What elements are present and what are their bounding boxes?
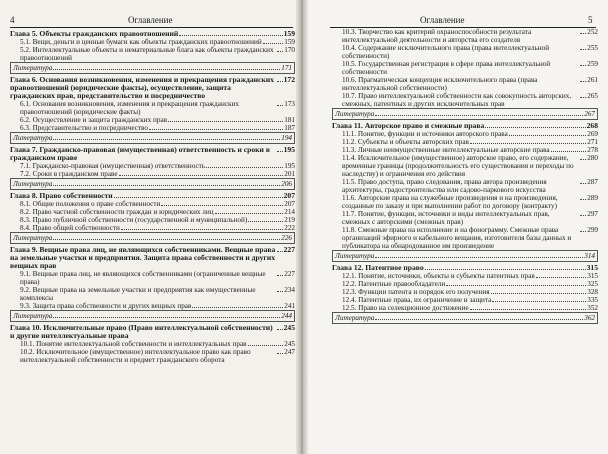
toc-entry-page: 245 xyxy=(284,340,295,348)
toc-entry-title: Литература xyxy=(13,234,53,242)
toc-entry-title: Литература xyxy=(335,110,375,118)
toc-entry-page: 241 xyxy=(284,302,295,310)
toc-entry-page: 244 xyxy=(281,312,292,320)
toc-entry-page: 214 xyxy=(284,208,295,216)
toc-leader-dots xyxy=(149,129,283,130)
toc-leader-dots xyxy=(53,139,280,140)
toc-entry-page: 269 xyxy=(587,130,598,138)
toc-leader-dots xyxy=(53,317,280,318)
toc-entry-page: 352 xyxy=(587,304,598,312)
toc-entry-title: 8.4. Право общей собственности xyxy=(20,224,120,232)
toc-chapter xyxy=(10,324,295,340)
toc-leader-dots xyxy=(580,199,586,200)
toc-chapter xyxy=(10,246,295,270)
toc-entry-title: Глава 12. Патентное право xyxy=(332,264,424,272)
toc-entry-title: 9.2. Вещные права на земельные участки и предприятия как имущественные комплексы xyxy=(20,286,256,302)
toc-leader-dots xyxy=(375,115,583,116)
toc-entry-title: 12.4. Патентные права, их ограничение и защита xyxy=(342,296,492,304)
toc-entry-title: 10.5. Государственная регистрация в сфере права интеллектуальной собственности xyxy=(342,60,551,76)
toc-entry-title: Глава 9. Вещные права лиц, не являющихся собственниками. Вещные права на земельные участки и предприятия. Защита права собственности и других вещных прав xyxy=(10,246,276,270)
toc-leader-dots xyxy=(161,205,283,206)
toc-leader-dots xyxy=(509,135,586,136)
toc-leader-dots xyxy=(168,121,283,122)
toc-entry-page: 173 xyxy=(284,100,295,108)
toc-entry-title: Литература xyxy=(13,64,53,72)
toc-entry-page: 289 xyxy=(587,194,598,202)
toc-entry-title: 8.1. Общие положения о праве собственности xyxy=(20,200,161,208)
toc-leader-dots xyxy=(53,69,280,70)
toc-entry-page: 159 xyxy=(284,38,295,46)
toc-leader-dots xyxy=(580,49,586,50)
right-page xyxy=(302,0,608,454)
toc-section xyxy=(332,296,598,304)
toc-entry-title: 5.2. Интеллектуальные объекты и нематериальные блага как объекты гражданских правоотношений xyxy=(20,46,274,62)
toc-entry-page: 171 xyxy=(281,64,292,72)
toc-entry-page: 287 xyxy=(587,178,598,186)
toc-leader-dots xyxy=(580,65,586,66)
toc-entry-title: 11.7. Понятие, функции, источники и виды интеллектуальных прав, смежных с авторскими (смежных прав) xyxy=(342,210,550,226)
toc-chapter xyxy=(332,122,598,130)
toc-entry-title: Глава 11. Авторское право и смежные права xyxy=(332,122,485,130)
toc-entry-page: 325 xyxy=(587,280,598,288)
toc-entry-page: 201 xyxy=(284,170,295,178)
toc-entry-page: 297 xyxy=(587,210,598,218)
toc-entry-title: 10.4. Содержание исключительного права (права интеллектуальной собственности) xyxy=(342,44,550,60)
toc-entry-page: 172 xyxy=(283,76,295,84)
toc-entry-page: 170 xyxy=(284,46,295,54)
toc-entry-page: 226 xyxy=(281,234,292,242)
right-page-header: Оглавление xyxy=(420,15,465,25)
toc-chapter xyxy=(10,146,295,162)
toc-section xyxy=(332,194,598,210)
toc-entry-title: Глава 7. Гражданско-правовая (имущественная) ответственность и сроки в гражданском праве xyxy=(10,146,270,162)
toc-entry-title: 10.7. Право интеллектуальной собственности как совокупность авторских, смежных, патентных и других исключительных прав xyxy=(342,92,572,108)
toc-entry-page: 187 xyxy=(284,124,295,132)
toc-section xyxy=(10,208,295,216)
toc-entry-title: 11.5. Право доступа, право следования, права автора произведения архитектуры, градостроительства или садово-паркового искусства xyxy=(342,178,547,194)
toc-entry-page: 222 xyxy=(284,224,295,232)
toc-entry-title: 11.2. Субъекты и объекты авторских прав xyxy=(342,138,469,146)
toc-section xyxy=(332,44,598,60)
toc-section xyxy=(10,100,295,116)
toc-chapter xyxy=(10,30,295,38)
toc-entry-page: 280 xyxy=(587,154,598,162)
toc-entry-title: 8.2. Право частной собственности граждан и юридических лиц xyxy=(20,208,214,216)
toc-entry-page: 159 xyxy=(283,30,295,38)
toc-leader-dots xyxy=(179,35,282,36)
toc-section xyxy=(332,138,598,146)
toc-entry-title: 7.1. Гражданско-правовая (имущественная) ответственность xyxy=(20,162,206,170)
toc-lit xyxy=(10,132,295,144)
toc-lit xyxy=(10,310,295,322)
toc-section xyxy=(10,340,295,348)
book-gutter xyxy=(296,0,308,454)
toc-entry-page: 314 xyxy=(584,252,595,260)
toc-leader-dots xyxy=(485,127,585,128)
toc-section xyxy=(332,28,598,44)
toc-leader-dots xyxy=(248,345,284,346)
toc-leader-dots xyxy=(492,301,586,302)
toc-section xyxy=(332,288,598,296)
toc-entry-title: Литература xyxy=(13,134,53,142)
toc-entry-title: 12.2. Патентные правообладатели xyxy=(342,280,446,288)
left-header-rule xyxy=(10,27,293,28)
toc-entry-title: Литература xyxy=(13,180,53,188)
toc-leader-dots xyxy=(580,183,586,184)
toc-entry-page: 227 xyxy=(283,246,295,254)
toc-leader-dots xyxy=(121,229,283,230)
toc-entry-page: 206 xyxy=(281,180,292,188)
toc-section xyxy=(332,226,598,250)
toc-leader-dots xyxy=(536,277,586,278)
toc-section xyxy=(10,302,295,310)
toc-entry-title: 10.1. Понятие интеллектуальной собственности и интеллектуальных прав xyxy=(20,340,247,348)
toc-leader-dots xyxy=(263,43,284,44)
toc-entry-title: 7.2. Сроки в гражданском праве xyxy=(20,170,118,178)
toc-entry-title: 11.4. Исключительное (имущественное) авторское право, его содержание, временные границы (продолжительность его существования и переходы по наследству) и ограничения его действия xyxy=(342,154,574,178)
toc-section xyxy=(10,348,295,364)
toc-leader-dots xyxy=(375,319,583,320)
toc-entry-title: 12.3. Функции патента и порядок его получения xyxy=(342,288,490,296)
toc-section xyxy=(332,178,598,194)
toc-entry-page: 271 xyxy=(587,138,598,146)
toc-entry-title: 9.3. Защита права собственности и других вещных прав xyxy=(20,302,192,310)
toc-section xyxy=(10,124,295,132)
toc-entry-title: 9.1. Вещные права лиц, не являющихся собственниками (ограниченные вещные права) xyxy=(20,270,266,286)
toc-entry-title: 10.6. Прагматическая концепция исключительного права (права интеллектуальной собственности) xyxy=(342,76,538,92)
toc-section xyxy=(10,162,295,170)
toc-section xyxy=(10,200,295,208)
toc-section xyxy=(332,60,598,76)
toc-section xyxy=(332,154,598,178)
toc-entry-page: 278 xyxy=(587,146,598,154)
toc-leader-dots xyxy=(580,33,586,34)
toc-entry-page: 261 xyxy=(587,76,598,84)
toc-entry-title: 10.2. Исключительное (имущественное) интеллектуальное право как право интеллектуальной собственности и предмет гражданского оборота xyxy=(20,348,251,364)
toc-entry-page: 245 xyxy=(283,324,295,332)
toc-section xyxy=(332,272,598,280)
toc-entry-page: 315 xyxy=(587,272,598,280)
left-page-number: 4 xyxy=(10,15,15,25)
toc-entry-title: Глава 8. Право собственности xyxy=(10,192,113,200)
toc-entry-page: 219 xyxy=(284,216,295,224)
toc-leader-dots xyxy=(580,215,586,216)
right-header-rule xyxy=(330,27,596,28)
toc-entry-page: 259 xyxy=(587,60,598,68)
toc-section xyxy=(332,146,598,154)
toc-leader-dots xyxy=(375,257,583,258)
toc-section xyxy=(332,210,598,226)
toc-lit xyxy=(332,312,598,324)
toc-leader-dots xyxy=(551,151,587,152)
toc-chapter xyxy=(10,192,295,200)
toc-section xyxy=(332,280,598,288)
toc-entry-page: 234 xyxy=(284,286,295,294)
toc-entry-page: 268 xyxy=(586,122,598,130)
toc-leader-dots xyxy=(277,275,283,276)
toc-leader-dots xyxy=(425,269,586,270)
toc-leader-dots xyxy=(53,239,280,240)
toc-leader-dots xyxy=(277,81,283,82)
toc-leader-dots xyxy=(470,143,586,144)
toc-entry-title: Глава 10. Исключительные право (Право интеллектуальной собственности) и другие интеллектуальные права xyxy=(10,324,273,340)
left-page-header: Оглавление xyxy=(128,15,173,25)
toc-leader-dots xyxy=(215,213,284,214)
toc-entry-title: 11.3. Личные неимущественные интеллектуальные авторские права xyxy=(342,146,550,154)
toc-entry-page: 299 xyxy=(587,226,598,234)
toc-leader-dots xyxy=(277,291,283,292)
toc-entry-page: 267 xyxy=(584,110,595,118)
toc-leader-dots xyxy=(580,97,586,98)
toc-section xyxy=(10,116,295,124)
toc-entry-page: 328 xyxy=(587,288,598,296)
toc-leader-dots xyxy=(277,329,283,330)
toc-entry-page: 255 xyxy=(587,44,598,52)
toc-leader-dots xyxy=(580,81,586,82)
toc-lit xyxy=(10,62,295,74)
toc-section xyxy=(10,270,295,286)
toc-entry-title: 12.5. Право на селекционное достижение xyxy=(342,304,469,312)
toc-lit xyxy=(332,108,598,120)
toc-entry-page: 195 xyxy=(283,146,295,154)
toc-entry-title: 11.1. Понятие, функции и источники авторского права xyxy=(342,130,508,138)
toc-entry-title: Глава 6. Основания возникновения, изменения и прекращения гражданских правоотношений (юридические факты), осуществление, защита гражданских прав, представительство и посредничество xyxy=(10,76,274,100)
toc-leader-dots xyxy=(470,309,587,310)
toc-section xyxy=(332,130,598,138)
toc-leader-dots xyxy=(248,221,283,222)
toc-section xyxy=(10,38,295,46)
toc-entry-title: 6.3. Представительство и посредничество xyxy=(20,124,148,132)
toc-entry-page: 207 xyxy=(283,192,295,200)
toc-entry-title: Литература xyxy=(335,252,375,260)
toc-entry-title: 11.6. Авторские права на служебные произведения и на произведения, созданные по заказу и при выполнении работ по договору (контракту) xyxy=(342,194,558,210)
toc-entry-page: 265 xyxy=(587,92,598,100)
toc-leader-dots xyxy=(277,51,283,52)
toc-entry-page: 335 xyxy=(587,296,598,304)
toc-leader-dots xyxy=(206,167,283,168)
toc-leader-dots xyxy=(53,185,280,186)
toc-leader-dots xyxy=(580,159,586,160)
toc-leader-dots xyxy=(192,307,283,308)
toc-entry-page: 195 xyxy=(284,162,295,170)
toc-leader-dots xyxy=(277,251,283,252)
toc-leader-dots xyxy=(580,231,586,232)
toc-chapter xyxy=(10,76,295,100)
toc-entry-page: 247 xyxy=(284,348,295,356)
toc-entry-title: Глава 5. Объекты гражданских правоотношений xyxy=(10,30,179,38)
toc-lit xyxy=(10,232,295,244)
toc-entry-page: 227 xyxy=(284,270,295,278)
toc-leader-dots xyxy=(119,175,284,176)
toc-entry-title: 6.1. Основания возникновения, изменения и прекращения гражданских правоотношений (юридические факты) xyxy=(20,100,239,116)
toc-entry-page: 194 xyxy=(281,134,292,142)
toc-chapter xyxy=(332,264,598,272)
toc-entry-page: 252 xyxy=(587,28,598,36)
toc-entry-title: 12.1. Понятие, источники, объекты и субъекты патентных прав xyxy=(342,272,535,280)
toc-lit xyxy=(332,250,598,262)
toc-section xyxy=(10,216,295,224)
toc-leader-dots xyxy=(446,285,586,286)
toc-leader-dots xyxy=(277,151,283,152)
toc-lit xyxy=(10,178,295,190)
toc-entry-page: 181 xyxy=(284,116,295,124)
toc-section xyxy=(332,92,598,108)
toc-entry-page: 315 xyxy=(586,264,598,272)
toc-entry-title: 10.3. Творчество как критерий охраноспособности результата интеллектуальной деятельности и авторства его создателя xyxy=(342,28,532,44)
toc-entry-title: Литература xyxy=(335,314,375,322)
right-page-number: 5 xyxy=(588,15,593,25)
toc-section xyxy=(10,286,295,302)
toc-section xyxy=(332,76,598,92)
toc-entry-title: 11.8. Смежные права на исполнение и на фонограмму. Смежные права организаций эфирного и кабельного вещания, изготовителя базы данных и публикатора на обнародованное им произведение xyxy=(342,226,572,250)
toc-section xyxy=(10,170,295,178)
toc-section xyxy=(10,46,295,62)
toc-entry-title: 8.3. Право публичной собственности (государственной и муниципальной) xyxy=(20,216,248,224)
toc-leader-dots xyxy=(277,353,283,354)
toc-entry-title: 5.1. Вещи, деньги и ценные бумаги как объекты гражданских правоотношений xyxy=(20,38,262,46)
toc-leader-dots xyxy=(114,197,283,198)
toc-entry-title: Литература xyxy=(13,312,53,320)
left-page xyxy=(0,0,301,454)
toc-entry-page: 207 xyxy=(284,200,295,208)
toc-entry-title: 6.2. Осуществление и защита гражданских прав xyxy=(20,116,168,124)
toc-section xyxy=(332,304,598,312)
toc-entry-page: 362 xyxy=(584,314,595,322)
toc-leader-dots xyxy=(491,293,587,294)
toc-leader-dots xyxy=(277,105,283,106)
toc-section xyxy=(10,224,295,232)
